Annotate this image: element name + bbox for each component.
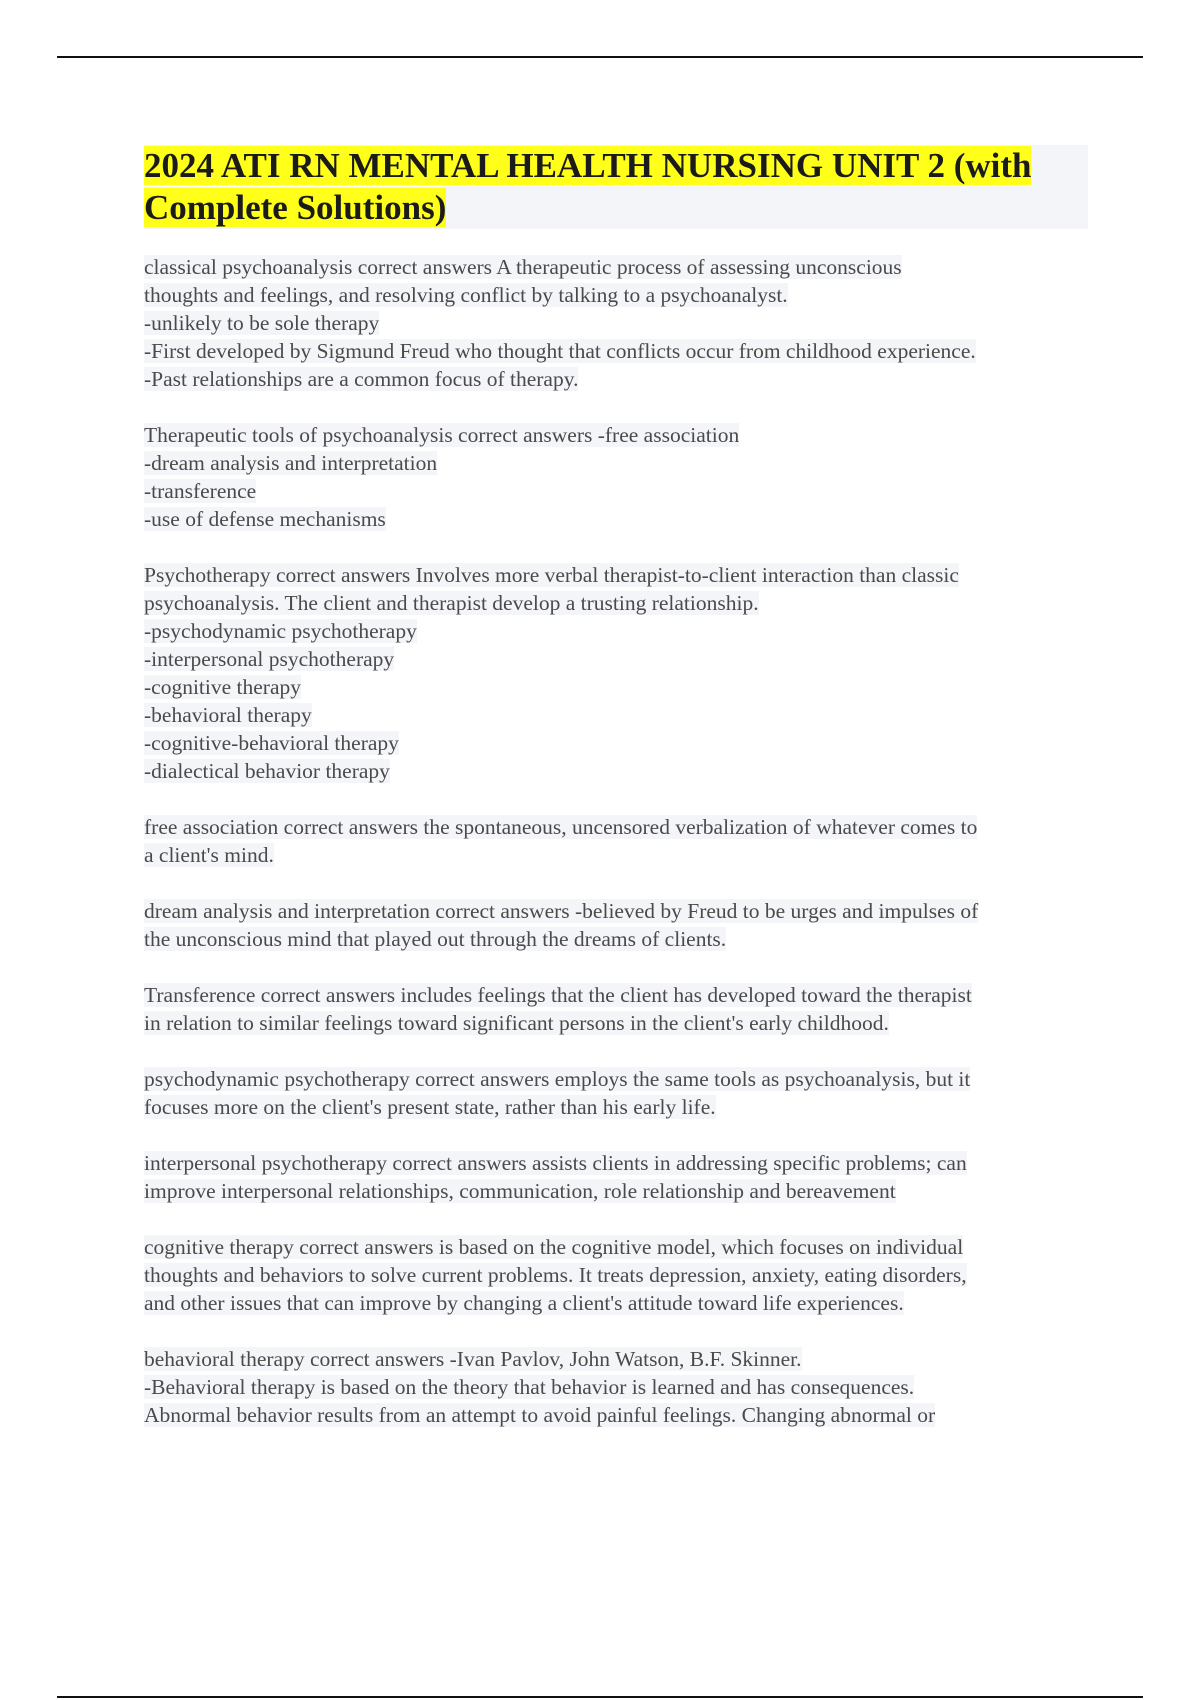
- text-line: [144, 1345, 1088, 1373]
- header-rule: [57, 56, 1143, 58]
- text-line: [144, 1233, 1088, 1261]
- qa-paragraph: [144, 897, 1088, 953]
- text-line-content: -use of defense mechanisms: [144, 507, 386, 531]
- text-line: [144, 1093, 1088, 1121]
- text-line: [144, 477, 1088, 505]
- text-line: [144, 1261, 1088, 1289]
- text-line-content: -interpersonal psychotherapy: [144, 647, 395, 671]
- text-line: [144, 897, 1088, 925]
- text-line: [144, 645, 1088, 673]
- text-line: [144, 1401, 1088, 1429]
- text-line: [144, 1177, 1088, 1205]
- qa-paragraph: [144, 813, 1088, 869]
- text-line-content: Therapeutic tools of psychoanalysis correct answers -free association: [144, 423, 740, 447]
- qa-paragraph: [144, 421, 1088, 533]
- text-line-content: -unlikely to be sole therapy: [144, 311, 380, 335]
- text-line: [144, 253, 1088, 281]
- text-line-content: cognitive therapy correct answers is based on the cognitive model, which focuses on individual: [144, 1235, 964, 1259]
- text-line-content: -cognitive therapy: [144, 675, 302, 699]
- text-line-content: -First developed by Sigmund Freud who thought that conflicts occur from childhood experience.: [144, 339, 976, 363]
- text-line: [144, 1149, 1088, 1177]
- text-line: [144, 841, 1088, 869]
- text-line: [144, 365, 1088, 393]
- text-line-content: -Past relationships are a common focus of therapy.: [144, 367, 579, 391]
- qa-blocks: [144, 253, 1088, 1429]
- text-line: [144, 1065, 1088, 1093]
- text-line: [144, 561, 1088, 589]
- text-line-content: focuses more on the client's present state, rather than his early life.: [144, 1095, 716, 1119]
- title-line-1: 2024 ATI RN MENTAL HEALTH NURSING UNIT 2 (with: [144, 146, 1032, 185]
- text-line-content: psychoanalysis. The client and therapist develop a trusting relationship.: [144, 591, 759, 615]
- text-line: [144, 617, 1088, 645]
- text-line-content: the unconscious mind that played out through the dreams of clients.: [144, 927, 727, 951]
- title-line-2: Complete Solutions): [144, 188, 447, 227]
- qa-paragraph: [144, 1233, 1088, 1317]
- qa-paragraph: [144, 1065, 1088, 1121]
- text-line-content: Abnormal behavior results from an attempt to avoid painful feelings. Changing abnormal or: [144, 1403, 936, 1427]
- text-line: [144, 757, 1088, 785]
- text-line-content: a client's mind.: [144, 843, 274, 867]
- text-line-content: dream analysis and interpretation correct answers -believed by Freud to be urges and impulses of: [144, 899, 979, 923]
- text-line-content: classical psychoanalysis correct answers A therapeutic process of assessing unconscious: [144, 255, 902, 279]
- text-line: [144, 505, 1088, 533]
- qa-paragraph: [144, 561, 1088, 785]
- text-line: [144, 281, 1088, 309]
- text-line-content: -transference: [144, 479, 257, 503]
- document-title: [144, 145, 1088, 229]
- qa-paragraph: [144, 1345, 1088, 1429]
- text-line: [144, 729, 1088, 757]
- text-line-content: thoughts and behaviors to solve current problems. It treats depression, anxiety, eating disorders,: [144, 1263, 967, 1287]
- qa-paragraph: [144, 1149, 1088, 1205]
- text-line-content: thoughts and feelings, and resolving conflict by talking to a psychoanalyst.: [144, 283, 788, 307]
- text-line-content: Psychotherapy correct answers Involves more verbal therapist-to-client interaction than classic: [144, 563, 959, 587]
- text-line-content: in relation to similar feelings toward significant persons in the client's early childhood.: [144, 1011, 889, 1035]
- qa-paragraph: [144, 253, 1088, 393]
- text-line: [144, 309, 1088, 337]
- title-block: [144, 145, 1088, 229]
- text-line: [144, 813, 1088, 841]
- text-line: [144, 589, 1088, 617]
- text-line-content: behavioral therapy correct answers -Ivan Pavlov, John Watson, B.F. Skinner.: [144, 1347, 802, 1371]
- document-body: [144, 145, 1088, 1457]
- footer-rule: [57, 1696, 1143, 1698]
- text-line: [144, 449, 1088, 477]
- text-line-content: and other issues that can improve by changing a client's attitude toward life experiences.: [144, 1291, 904, 1315]
- text-line: [144, 1373, 1088, 1401]
- text-line: [144, 337, 1088, 365]
- text-line-content: -dream analysis and interpretation: [144, 451, 438, 475]
- text-line: [144, 981, 1088, 1009]
- text-line: [144, 1009, 1088, 1037]
- text-line-content: improve interpersonal relationships, communication, role relationship and bereavement: [144, 1179, 896, 1203]
- text-line-content: -Behavioral therapy is based on the theory that behavior is learned and has consequences.: [144, 1375, 915, 1399]
- text-line: [144, 701, 1088, 729]
- text-line: [144, 673, 1088, 701]
- text-line-content: -cognitive-behavioral therapy: [144, 731, 399, 755]
- qa-paragraph: [144, 981, 1088, 1037]
- text-line-content: -behavioral therapy: [144, 703, 312, 727]
- text-line-content: -psychodynamic psychotherapy: [144, 619, 417, 643]
- text-line-content: -dialectical behavior therapy: [144, 759, 390, 783]
- text-line: [144, 1289, 1088, 1317]
- text-line-content: free association correct answers the spontaneous, uncensored verbalization of whatever comes to: [144, 815, 978, 839]
- text-line: [144, 925, 1088, 953]
- text-line: [144, 421, 1088, 449]
- text-line-content: interpersonal psychotherapy correct answers assists clients in addressing specific problems; can: [144, 1151, 967, 1175]
- text-line-content: Transference correct answers includes feelings that the client has developed toward the therapist: [144, 983, 972, 1007]
- text-line-content: psychodynamic psychotherapy correct answers employs the same tools as psychoanalysis, but it: [144, 1067, 971, 1091]
